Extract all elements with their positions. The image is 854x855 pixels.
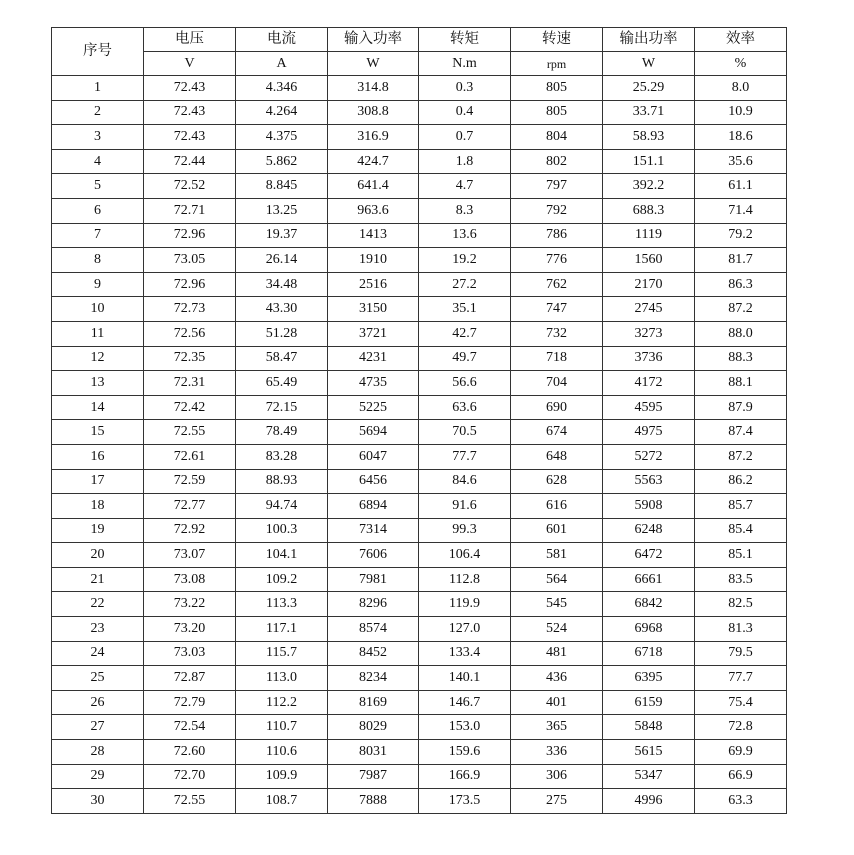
- efficiency-cell: 85.7: [695, 494, 787, 519]
- current-cell: 113.0: [236, 666, 328, 691]
- input-power-cell: 8452: [328, 641, 419, 666]
- speed-cell: 545: [511, 592, 603, 617]
- current-cell: 4.375: [236, 125, 328, 150]
- unit-speed: rpm: [511, 52, 603, 76]
- row-index-cell: 9: [52, 272, 144, 297]
- row-index-cell: 17: [52, 469, 144, 494]
- voltage-cell: 72.42: [144, 395, 236, 420]
- row-index-cell: 25: [52, 666, 144, 691]
- unit-output-power: W: [603, 52, 695, 76]
- unit-voltage: V: [144, 52, 236, 76]
- column-header-torque: 转矩: [419, 28, 511, 52]
- speed-cell: 481: [511, 641, 603, 666]
- table-row: [52, 174, 787, 199]
- efficiency-cell: 85.4: [695, 518, 787, 543]
- table-row: [52, 543, 787, 568]
- current-cell: 43.30: [236, 297, 328, 322]
- table-row: [52, 666, 787, 691]
- torque-cell: 56.6: [419, 371, 511, 396]
- current-cell: 26.14: [236, 248, 328, 273]
- torque-cell: 106.4: [419, 543, 511, 568]
- output-power-cell: 5615: [603, 740, 695, 765]
- column-header-current: 电流: [236, 28, 328, 52]
- current-cell: 65.49: [236, 371, 328, 396]
- current-cell: 110.6: [236, 740, 328, 765]
- efficiency-cell: 87.2: [695, 444, 787, 469]
- current-cell: 8.845: [236, 174, 328, 199]
- efficiency-cell: 75.4: [695, 690, 787, 715]
- output-power-cell: 33.71: [603, 100, 695, 125]
- current-cell: 83.28: [236, 444, 328, 469]
- output-power-cell: 392.2: [603, 174, 695, 199]
- row-index-cell: 18: [52, 494, 144, 519]
- output-power-cell: 1560: [603, 248, 695, 273]
- efficiency-cell: 69.9: [695, 740, 787, 765]
- voltage-cell: 72.70: [144, 764, 236, 789]
- output-power-cell: 6718: [603, 641, 695, 666]
- input-power-cell: 6047: [328, 444, 419, 469]
- table-row: [52, 125, 787, 150]
- voltage-cell: 72.44: [144, 149, 236, 174]
- row-index-cell: 21: [52, 567, 144, 592]
- torque-cell: 146.7: [419, 690, 511, 715]
- input-power-cell: 5694: [328, 420, 419, 445]
- efficiency-cell: 85.1: [695, 543, 787, 568]
- voltage-cell: 72.96: [144, 272, 236, 297]
- table-row: [52, 100, 787, 125]
- speed-cell: 690: [511, 395, 603, 420]
- current-cell: 78.49: [236, 420, 328, 445]
- table-row: [52, 371, 787, 396]
- output-power-cell: 6842: [603, 592, 695, 617]
- speed-cell: 436: [511, 666, 603, 691]
- current-cell: 88.93: [236, 469, 328, 494]
- table-row: [52, 149, 787, 174]
- voltage-cell: 72.31: [144, 371, 236, 396]
- speed-cell: 805: [511, 76, 603, 101]
- output-power-cell: 6159: [603, 690, 695, 715]
- speed-cell: 524: [511, 617, 603, 642]
- current-cell: 108.7: [236, 789, 328, 814]
- efficiency-cell: 87.2: [695, 297, 787, 322]
- input-power-cell: 7606: [328, 543, 419, 568]
- torque-cell: 4.7: [419, 174, 511, 199]
- row-index-cell: 8: [52, 248, 144, 273]
- efficiency-cell: 77.7: [695, 666, 787, 691]
- table-row: [52, 321, 787, 346]
- row-index-cell: 3: [52, 125, 144, 150]
- table-row: [52, 248, 787, 273]
- current-cell: 112.2: [236, 690, 328, 715]
- current-cell: 4.346: [236, 76, 328, 101]
- current-cell: 110.7: [236, 715, 328, 740]
- table-row: [52, 223, 787, 248]
- efficiency-cell: 79.2: [695, 223, 787, 248]
- row-index-cell: 11: [52, 321, 144, 346]
- output-power-cell: 151.1: [603, 149, 695, 174]
- efficiency-cell: 8.0: [695, 76, 787, 101]
- input-power-cell: 7314: [328, 518, 419, 543]
- torque-cell: 0.4: [419, 100, 511, 125]
- column-header-output-power: 输出功率: [603, 28, 695, 52]
- efficiency-cell: 82.5: [695, 592, 787, 617]
- current-cell: 109.2: [236, 567, 328, 592]
- input-power-cell: 641.4: [328, 174, 419, 199]
- row-index-cell: 6: [52, 198, 144, 223]
- speed-cell: 732: [511, 321, 603, 346]
- voltage-cell: 72.60: [144, 740, 236, 765]
- input-power-cell: 8169: [328, 690, 419, 715]
- input-power-cell: 8031: [328, 740, 419, 765]
- output-power-cell: 6661: [603, 567, 695, 592]
- output-power-cell: 5347: [603, 764, 695, 789]
- current-cell: 13.25: [236, 198, 328, 223]
- input-power-cell: 5225: [328, 395, 419, 420]
- table-row: [52, 715, 787, 740]
- speed-cell: 804: [511, 125, 603, 150]
- voltage-cell: 73.22: [144, 592, 236, 617]
- output-power-cell: 58.93: [603, 125, 695, 150]
- output-power-cell: 4996: [603, 789, 695, 814]
- torque-cell: 70.5: [419, 420, 511, 445]
- speed-cell: 275: [511, 789, 603, 814]
- output-power-cell: 2170: [603, 272, 695, 297]
- unit-input-power: W: [328, 52, 419, 76]
- input-power-cell: 3721: [328, 321, 419, 346]
- table-row: [52, 592, 787, 617]
- table-row: [52, 198, 787, 223]
- torque-cell: 84.6: [419, 469, 511, 494]
- speed-cell: 718: [511, 346, 603, 371]
- output-power-cell: 5563: [603, 469, 695, 494]
- torque-cell: 27.2: [419, 272, 511, 297]
- efficiency-cell: 86.3: [695, 272, 787, 297]
- current-cell: 58.47: [236, 346, 328, 371]
- efficiency-cell: 87.4: [695, 420, 787, 445]
- voltage-cell: 73.03: [144, 641, 236, 666]
- current-cell: 19.37: [236, 223, 328, 248]
- row-index-cell: 4: [52, 149, 144, 174]
- input-power-cell: 2516: [328, 272, 419, 297]
- output-power-cell: 4975: [603, 420, 695, 445]
- input-power-cell: 7888: [328, 789, 419, 814]
- table-row: [52, 740, 787, 765]
- table-row: [52, 444, 787, 469]
- voltage-cell: 72.55: [144, 420, 236, 445]
- speed-cell: 805: [511, 100, 603, 125]
- torque-cell: 112.8: [419, 567, 511, 592]
- efficiency-cell: 86.2: [695, 469, 787, 494]
- voltage-cell: 72.77: [144, 494, 236, 519]
- current-cell: 104.1: [236, 543, 328, 568]
- current-cell: 94.74: [236, 494, 328, 519]
- torque-cell: 91.6: [419, 494, 511, 519]
- input-power-cell: 8574: [328, 617, 419, 642]
- output-power-cell: 6248: [603, 518, 695, 543]
- efficiency-cell: 61.1: [695, 174, 787, 199]
- efficiency-cell: 88.1: [695, 371, 787, 396]
- voltage-cell: 72.96: [144, 223, 236, 248]
- efficiency-cell: 72.8: [695, 715, 787, 740]
- row-index-cell: 10: [52, 297, 144, 322]
- torque-cell: 159.6: [419, 740, 511, 765]
- table-row: [52, 764, 787, 789]
- row-index-cell: 7: [52, 223, 144, 248]
- torque-cell: 8.3: [419, 198, 511, 223]
- torque-cell: 77.7: [419, 444, 511, 469]
- table-row: [52, 76, 787, 101]
- speed-cell: 797: [511, 174, 603, 199]
- voltage-cell: 72.61: [144, 444, 236, 469]
- row-index-cell: 14: [52, 395, 144, 420]
- column-header-efficiency: 效率: [695, 28, 787, 52]
- output-power-cell: 3736: [603, 346, 695, 371]
- speed-cell: 674: [511, 420, 603, 445]
- unit-torque: N.m: [419, 52, 511, 76]
- voltage-cell: 73.20: [144, 617, 236, 642]
- output-power-cell: 4595: [603, 395, 695, 420]
- speed-cell: 792: [511, 198, 603, 223]
- voltage-cell: 72.54: [144, 715, 236, 740]
- motor-test-data-table: [51, 27, 787, 814]
- row-index-cell: 28: [52, 740, 144, 765]
- current-cell: 117.1: [236, 617, 328, 642]
- table-row: [52, 297, 787, 322]
- speed-cell: 704: [511, 371, 603, 396]
- current-cell: 4.264: [236, 100, 328, 125]
- table-row: [52, 469, 787, 494]
- output-power-cell: 688.3: [603, 198, 695, 223]
- speed-cell: 648: [511, 444, 603, 469]
- input-power-cell: 1413: [328, 223, 419, 248]
- output-power-cell: 5848: [603, 715, 695, 740]
- output-power-cell: 5272: [603, 444, 695, 469]
- speed-cell: 747: [511, 297, 603, 322]
- input-power-cell: 308.8: [328, 100, 419, 125]
- speed-cell: 628: [511, 469, 603, 494]
- index-header: 序号: [52, 28, 144, 76]
- efficiency-cell: 71.4: [695, 198, 787, 223]
- column-header-input-power: 输入功率: [328, 28, 419, 52]
- output-power-cell: 4172: [603, 371, 695, 396]
- input-power-cell: 8234: [328, 666, 419, 691]
- output-power-cell: 3273: [603, 321, 695, 346]
- efficiency-cell: 87.9: [695, 395, 787, 420]
- row-index-cell: 24: [52, 641, 144, 666]
- current-cell: 5.862: [236, 149, 328, 174]
- output-power-cell: 2745: [603, 297, 695, 322]
- input-power-cell: 4231: [328, 346, 419, 371]
- efficiency-cell: 10.9: [695, 100, 787, 125]
- table-row: [52, 567, 787, 592]
- voltage-cell: 72.43: [144, 100, 236, 125]
- torque-cell: 35.1: [419, 297, 511, 322]
- speed-cell: 802: [511, 149, 603, 174]
- torque-cell: 1.8: [419, 149, 511, 174]
- voltage-cell: 72.56: [144, 321, 236, 346]
- input-power-cell: 316.9: [328, 125, 419, 150]
- current-cell: 113.3: [236, 592, 328, 617]
- speed-cell: 601: [511, 518, 603, 543]
- table-row: [52, 690, 787, 715]
- row-index-cell: 13: [52, 371, 144, 396]
- voltage-cell: 72.43: [144, 125, 236, 150]
- speed-cell: 786: [511, 223, 603, 248]
- speed-cell: 564: [511, 567, 603, 592]
- row-index-cell: 16: [52, 444, 144, 469]
- efficiency-cell: 88.0: [695, 321, 787, 346]
- input-power-cell: 8029: [328, 715, 419, 740]
- table-row: [52, 420, 787, 445]
- voltage-cell: 72.52: [144, 174, 236, 199]
- torque-cell: 63.6: [419, 395, 511, 420]
- current-cell: 109.9: [236, 764, 328, 789]
- output-power-cell: 6472: [603, 543, 695, 568]
- output-power-cell: 5908: [603, 494, 695, 519]
- voltage-cell: 72.59: [144, 469, 236, 494]
- speed-cell: 581: [511, 543, 603, 568]
- efficiency-cell: 83.5: [695, 567, 787, 592]
- voltage-cell: 72.71: [144, 198, 236, 223]
- unit-current: A: [236, 52, 328, 76]
- input-power-cell: 4735: [328, 371, 419, 396]
- table-row: [52, 272, 787, 297]
- torque-cell: 140.1: [419, 666, 511, 691]
- speed-cell: 336: [511, 740, 603, 765]
- efficiency-cell: 63.3: [695, 789, 787, 814]
- current-cell: 51.28: [236, 321, 328, 346]
- torque-cell: 166.9: [419, 764, 511, 789]
- table-row: [52, 789, 787, 814]
- input-power-cell: 424.7: [328, 149, 419, 174]
- output-power-cell: 25.29: [603, 76, 695, 101]
- torque-cell: 42.7: [419, 321, 511, 346]
- current-cell: 115.7: [236, 641, 328, 666]
- header-row-names: [52, 28, 787, 52]
- speed-cell: 306: [511, 764, 603, 789]
- torque-cell: 0.7: [419, 125, 511, 150]
- current-cell: 100.3: [236, 518, 328, 543]
- efficiency-cell: 18.6: [695, 125, 787, 150]
- input-power-cell: 963.6: [328, 198, 419, 223]
- torque-cell: 19.2: [419, 248, 511, 273]
- table-row: [52, 494, 787, 519]
- speed-cell: 616: [511, 494, 603, 519]
- torque-cell: 153.0: [419, 715, 511, 740]
- voltage-cell: 72.35: [144, 346, 236, 371]
- row-index-cell: 23: [52, 617, 144, 642]
- efficiency-cell: 88.3: [695, 346, 787, 371]
- torque-cell: 173.5: [419, 789, 511, 814]
- row-index-cell: 30: [52, 789, 144, 814]
- row-index-cell: 20: [52, 543, 144, 568]
- voltage-cell: 73.05: [144, 248, 236, 273]
- row-index-cell: 2: [52, 100, 144, 125]
- table-body: [52, 76, 787, 814]
- voltage-cell: 72.43: [144, 76, 236, 101]
- table-row: [52, 641, 787, 666]
- torque-cell: 0.3: [419, 76, 511, 101]
- current-cell: 72.15: [236, 395, 328, 420]
- table-row: [52, 346, 787, 371]
- speed-cell: 365: [511, 715, 603, 740]
- torque-cell: 127.0: [419, 617, 511, 642]
- row-index-cell: 19: [52, 518, 144, 543]
- efficiency-cell: 79.5: [695, 641, 787, 666]
- output-power-cell: 1119: [603, 223, 695, 248]
- input-power-cell: 8296: [328, 592, 419, 617]
- voltage-cell: 72.92: [144, 518, 236, 543]
- torque-cell: 99.3: [419, 518, 511, 543]
- torque-cell: 13.6: [419, 223, 511, 248]
- efficiency-cell: 66.9: [695, 764, 787, 789]
- row-index-cell: 26: [52, 690, 144, 715]
- input-power-cell: 3150: [328, 297, 419, 322]
- voltage-cell: 72.73: [144, 297, 236, 322]
- efficiency-cell: 35.6: [695, 149, 787, 174]
- row-index-cell: 22: [52, 592, 144, 617]
- voltage-cell: 72.55: [144, 789, 236, 814]
- speed-cell: 776: [511, 248, 603, 273]
- torque-cell: 49.7: [419, 346, 511, 371]
- row-index-cell: 5: [52, 174, 144, 199]
- input-power-cell: 7981: [328, 567, 419, 592]
- row-index-cell: 1: [52, 76, 144, 101]
- current-cell: 34.48: [236, 272, 328, 297]
- voltage-cell: 72.79: [144, 690, 236, 715]
- torque-cell: 119.9: [419, 592, 511, 617]
- column-header-voltage: 电压: [144, 28, 236, 52]
- table-row: [52, 395, 787, 420]
- voltage-cell: 73.07: [144, 543, 236, 568]
- unit-efficiency: %: [695, 52, 787, 76]
- voltage-cell: 72.87: [144, 666, 236, 691]
- voltage-cell: 73.08: [144, 567, 236, 592]
- input-power-cell: 314.8: [328, 76, 419, 101]
- row-index-cell: 12: [52, 346, 144, 371]
- speed-cell: 401: [511, 690, 603, 715]
- row-index-cell: 27: [52, 715, 144, 740]
- table-row: [52, 617, 787, 642]
- input-power-cell: 1910: [328, 248, 419, 273]
- speed-cell: 762: [511, 272, 603, 297]
- row-index-cell: 15: [52, 420, 144, 445]
- row-index-cell: 29: [52, 764, 144, 789]
- torque-cell: 133.4: [419, 641, 511, 666]
- table-row: [52, 518, 787, 543]
- output-power-cell: 6395: [603, 666, 695, 691]
- column-header-speed: 转速: [511, 28, 603, 52]
- header-row-units: [52, 52, 787, 76]
- efficiency-cell: 81.3: [695, 617, 787, 642]
- efficiency-cell: 81.7: [695, 248, 787, 273]
- input-power-cell: 7987: [328, 764, 419, 789]
- output-power-cell: 6968: [603, 617, 695, 642]
- input-power-cell: 6894: [328, 494, 419, 519]
- input-power-cell: 6456: [328, 469, 419, 494]
